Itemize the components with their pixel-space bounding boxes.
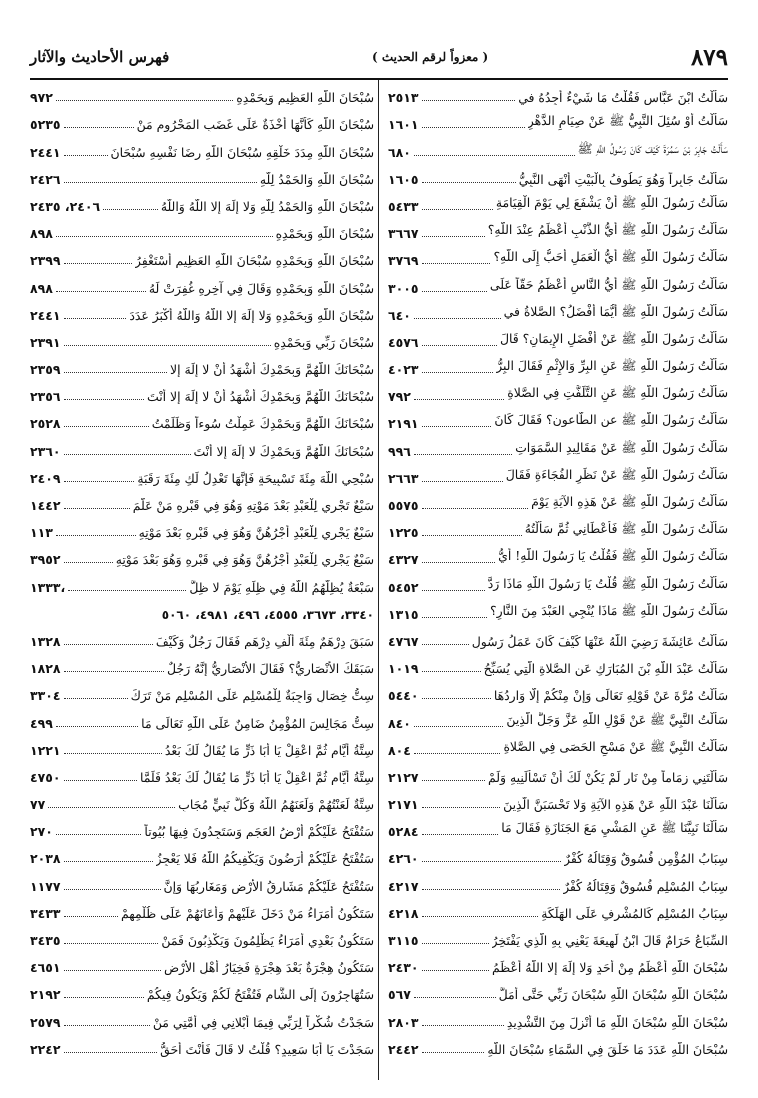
entry-text: سَأَلْتُ النَّبِيَّ ﷺ عَنْ مَسْحِ الحَصَى فِي الصَّلاةِ [503, 738, 728, 754]
entry-text: سَتُفْتَحُ عَلَيْكُمْ أَرَضُونَ وَيَكْفِيكُمُ اللَّهُ فَلا يَعْجِزُ [155, 851, 374, 867]
index-entry [30, 217, 374, 244]
entry-text: سَجَدْتُ شُكْراً لِرَبِّي فِيمَا أَبْلانِي فِي أُمَّتِي مَنْ [152, 1014, 374, 1030]
index-entry [388, 652, 728, 679]
dot-leader [64, 263, 132, 264]
hadith-number: ٢٤٠٦، ٢٤٣٥ [30, 198, 101, 214]
dot-leader [422, 209, 493, 210]
dot-leader [64, 780, 137, 781]
dot-leader [64, 671, 165, 672]
index-entry [388, 462, 728, 489]
index-entry [388, 135, 728, 162]
dot-leader [64, 753, 162, 754]
index-entry [30, 706, 374, 733]
dot-leader [422, 372, 494, 373]
index-entry [30, 761, 374, 788]
hadith-number: ٣٧٦٩ [388, 253, 419, 269]
hadith-number: ٨٠٤ [388, 742, 411, 758]
dot-leader [422, 345, 498, 346]
dot-leader [103, 209, 158, 210]
hadith-number: ٣٦٦٧ [388, 226, 419, 242]
index-entry [388, 353, 728, 380]
entry-text: سِتَّةُ أَيَّامٍ ثُمَّ اعْقِلْ يَا أَبَا ذَرٍّ مَا يُقَالُ لَكَ بَعْدُ فَلَمَّا [139, 769, 374, 785]
index-entry [30, 842, 374, 869]
hadith-number: ٢١٩٢ [30, 987, 61, 1003]
entry-text: سَبَقَ دِرْهَمٌ مِئَةَ أَلْفِ دِرْهَمٍ فَقَالَ رَجُلٌ وَكَيْفَ [155, 633, 374, 649]
entry-text: سَبْعٌ تَجْرِي لِلْعَبْدِ بَعْدَ مَوْتِهِ وَهُوَ فِي قَبْرِهِ مَنْ عَلَّمَ [132, 498, 374, 513]
dot-leader [422, 481, 503, 482]
hadith-number: ٤٧٥٠ [30, 769, 61, 785]
entry-text: سَأَلْتُ جَابِرَ بْنَ سَمُرَةَ كَيْفَ كَانَ رَسُولُ اللَّهِ ﷺ [577, 140, 728, 156]
entry-text: سَأَلْتُ رَسُولَ اللَّهِ ﷺ عَنِ التَّلَفُّتِ فِي الصَّلاةِ [507, 385, 728, 401]
index-entry [30, 978, 374, 1005]
dot-leader [422, 970, 490, 971]
hadith-number: ٣٣٠٤ [30, 688, 61, 704]
index-entry [30, 434, 374, 461]
entry-text: سُبْحَانَ اللَّهِ مِدَدَ خَلْقِهِ سُبْحَانَ اللَّهِ رِضَا نَفْسِهِ سُبْحَانَ [110, 144, 374, 160]
entry-text: سَتَكُونُ بَعْدِي أُمَرَاءُ يَظْلِمُونَ وَيَكْذِبُونَ فَمَنْ [161, 933, 374, 948]
index-entry [388, 543, 728, 570]
entry-text: سَتَكُونُ هِجْرَةٌ بَعْدَ هِجْرَةٍ فَخِيَارُ أَهْلِ الأَرْضِ [164, 960, 374, 976]
hadith-number: ١٢٢١ [30, 742, 61, 758]
hadith-number: ٣٤٣٣ [30, 905, 61, 921]
hadith-number: ٨٩٨ [30, 280, 53, 296]
index-entry [30, 869, 374, 896]
entry-text: سُبْحَانَ اللَّهِ وَبِحَمْدِهِ وَلا إِلَهَ إِلا اللَّهُ وَاللَّهُ أَكْبَرُ عَدَدَ [129, 307, 374, 323]
hadith-number: ٥٤٣٣ [388, 198, 419, 214]
hadith-number: ٤٢١٨ [388, 905, 419, 921]
hadith-number: ٢١٧١ [388, 797, 419, 813]
entry-text: سَأَلْتُ رَسُولَ اللَّهِ ﷺ أَنْ يَشْفَعَ لِي يَوْمَ الْقِيَامَةِ [495, 194, 728, 210]
entry-text: سَأَلْتُ رَسُولَ اللَّهِ ﷺ عَنْ أَفْضَلِ الإِيمَانِ؟ قَالَ [500, 330, 728, 346]
page-header [30, 40, 728, 74]
index-entry [30, 1033, 374, 1060]
index-entry [388, 924, 728, 951]
hadith-number: ٤٢١٧ [388, 878, 419, 894]
index-entry [388, 598, 728, 625]
hadith-number: ٢٤٢٦ [30, 171, 61, 187]
dot-leader [64, 508, 130, 509]
dot-leader [56, 291, 146, 292]
index-entry [30, 108, 374, 135]
entry-text: سَأَلْتُ رَسُولَ اللَّهِ ﷺ قُلْتُ يَا رَسُولَ اللَّهِ مَاذَا رَدَّ [487, 575, 728, 591]
dot-leader [64, 399, 145, 400]
index-entry [30, 1005, 374, 1032]
dot-leader [414, 399, 504, 400]
entry-text: سَأَلْنَا عَبْدَ اللَّهِ عَنْ هَذِهِ الآيَةِ وَلا تَحْسَبَنَّ الَّذِينَ [503, 797, 728, 813]
page-number: ٨٧٩ [690, 43, 728, 71]
index-entry [30, 924, 374, 951]
entry-text: سَأَلْتُ رَسُولَ اللَّهِ ﷺ أَيُّ النَّاسِ أَعْظَمُ حَقّاً عَلَى [489, 276, 728, 292]
hadith-number: ٢٨٠٣ [388, 1014, 419, 1030]
dot-leader [64, 698, 128, 699]
dot-leader [64, 1025, 150, 1026]
index-entry-continuation [30, 598, 374, 625]
entry-text: سُبْحَانَ رَبِّي وَبِحَمْدِهِ [273, 334, 374, 350]
index-entry [30, 271, 374, 298]
entry-text: سَجَدْتَ يَا أَبَا سَعِيدٍ؟ قُلْتُ لا قَالَ فَأَنْتَ أَحَقُّ [160, 1041, 374, 1057]
index-entry [388, 869, 728, 896]
entry-text: سُبْحَانَكَ اللَّهُمَّ وَبِحَمْدِكَ أَشْهَدُ أَنْ لا إِلَهَ إِلا أَنْتَ [147, 389, 374, 405]
dot-leader [422, 834, 499, 835]
dot-leader [422, 182, 516, 183]
index-entry [388, 163, 728, 190]
hadith-number: ٢٣٩٩ [30, 253, 61, 269]
entry-text: سَتُفْتَحُ عَلَيْكُمْ مَشَارِقُ الأَرْضِ وَمَغَارِبُهَا وَإِنَّ [163, 878, 374, 894]
dot-leader [64, 127, 134, 128]
entry-text: سَأَلْتُ رَسُولَ اللَّهِ ﷺ أَيُّ الْعَمَلِ أَحَبُّ إِلَى اللَّهِ؟ [493, 249, 728, 265]
entry-text: سُبْحَانَ اللَّهِ وَالحَمْدُ لِلَّهِ وَلا إِلَهَ إِلا اللَّهُ وَاللَّهُ [160, 198, 374, 214]
hadith-number: ٢٤٠٩ [30, 470, 61, 486]
dot-leader [422, 861, 561, 862]
entry-text: سِتُّ خِصَالٍ وَاجِبَةٌ لِلْمُسْلِمِ عَلَى المُسْلِمِ مَنْ تَرَكَ [130, 688, 374, 704]
entry-text: سَأَلْتُ رَسُولَ اللَّهِ ﷺ عَنِ البِرِّ وَالإِثْمِ فَقَالَ البِرُّ [496, 358, 728, 374]
entry-text: سِبَابُ المُؤْمِنِ فُسُوقٌ وَقِتَالُهُ كُفْرٌ [563, 851, 728, 867]
entry-text: سُبْحَانَكَ اللَّهُمَّ وَبِحَمْدِكَ لا إِلَهَ إِلا أَنْتَ [193, 443, 374, 459]
hadith-number: ١٦٠١ [388, 117, 419, 133]
entry-text: سُبْحَانَ اللَّهِ وَالحَمْدُ لِلَّهِ [259, 171, 374, 187]
entry-text: سَأَلْتُ عَبْدَ اللَّهِ بْنَ المُبَارَكِ عَنِ الصَّلاةِ الَّتِي يُسَبِّحُ [483, 661, 728, 677]
index-entry [388, 951, 728, 978]
page-subtitle: ( معزواً لرقم الحديث ) [371, 50, 489, 64]
entry-text: سُبْحَانَ اللَّهِ وَبِحَمْدِهِ وَقَالَ فِي آخِرِهِ غُفِرَتْ لَهُ [148, 280, 374, 296]
dot-leader [422, 1052, 485, 1053]
index-entry [30, 897, 374, 924]
dot-leader [56, 100, 233, 101]
entry-text: سُبْحَانَ اللَّهِ عَدَدَ مَا خَلَقَ فِي السَّمَاءِ سُبْحَانَ اللَّهِ [487, 1041, 728, 1057]
hadith-number: ٢٤٤١ [30, 307, 61, 323]
index-entry [388, 407, 728, 434]
index-entry [30, 462, 374, 489]
dot-leader [422, 671, 481, 672]
index-entry [388, 326, 728, 353]
index-entry [30, 788, 374, 815]
hadith-number: ٢٦٦٣ [388, 470, 419, 486]
dot-leader [422, 535, 522, 536]
dot-leader [64, 970, 161, 971]
dot-leader [422, 698, 491, 699]
index-entry [388, 244, 728, 271]
index-entry [30, 543, 374, 570]
hadith-number: ٦٨٠ [388, 144, 411, 160]
index-entry [30, 516, 374, 543]
index-entry [388, 271, 728, 298]
hadith-number: ٢٥٢٨ [30, 416, 61, 432]
hadith-number: ١١٣ [30, 525, 53, 541]
entry-text: سَأَلْتُ رَسُولَ اللَّهِ ﷺ عَنْ نَظَرِ الفُجَاءَةِ فَقَالَ [505, 466, 728, 482]
index-entry [388, 516, 728, 543]
hadith-number: ٢١٩١ [388, 416, 419, 432]
index-entry [388, 489, 728, 516]
index-entry [30, 190, 374, 217]
dot-leader [414, 997, 496, 998]
entry-text: سَأَلْتُ النَّبِيَّ ﷺ عَنْ قَوْلِ اللَّهِ عَزَّ وَجَلَّ الَّذِينَ [506, 711, 728, 727]
hadith-number: ٢٠٣٨ [30, 851, 61, 867]
dot-leader [414, 155, 575, 156]
dot-leader [414, 726, 504, 727]
index-entry [30, 353, 374, 380]
index-entry [388, 978, 728, 1005]
hadith-number: ٣٠٠٥ [388, 280, 419, 296]
entry-text: سَأَلْتُ رَسُولَ اللَّهِ ﷺ عَنْ مَقَالِيدِ السَّمَوَاتِ [515, 439, 728, 455]
index-entry [388, 299, 728, 326]
hadith-number: ،١٣٣٣ [30, 579, 66, 595]
hadith-number: ٨٩٨ [30, 226, 53, 242]
entry-text: سَبْعٌ يَجْرِي لِلْعَبْدِ أَجْرُهُنَّ وَهُوَ فِي قَبْرِهِ وَهُوَ بَعْدَ مَوْتِهِ [115, 552, 374, 568]
hadith-number: ٣٩٥٢ [30, 552, 61, 568]
dot-leader [64, 562, 113, 563]
hadith-number: ٢١٢٧ [388, 769, 419, 785]
entry-text: سَتَكُونُ أُمَرَاءُ مَنْ دَخَلَ عَلَيْهِمْ وَأَعَانَهُمْ عَلَى ظُلْمِهِمْ [121, 905, 374, 921]
index-entry [30, 625, 374, 652]
entry-text: سُبْحَانَ اللَّهِ وَبِحَمْدِهِ سُبْحَانَ اللَّهِ العَظِيمِ أَسْتَغْفِرُ [134, 253, 374, 269]
dot-leader [56, 726, 138, 727]
hadith-number: ١٨٢٨ [30, 661, 61, 677]
dot-leader [422, 590, 485, 591]
index-entry [30, 815, 374, 842]
index-entry [388, 788, 728, 815]
index-entry [30, 489, 374, 516]
entry-text: سَبَقَكَ الأَنْصَارِيُّ؟ فَقَالَ الأَنْصَارِيُّ إِنَّهُ رَجُلٌ [167, 661, 374, 677]
index-entry [388, 190, 728, 217]
entry-text: سَبْعٌ يَجْرِي لِلْعَبْدِ أَجْرُهُنَّ وَهُوَ فِي قَبْرِهِ بَعْدَ مَوْتِهِ [138, 525, 374, 541]
dot-leader [64, 943, 159, 944]
dot-leader [64, 318, 127, 319]
hadith-number: ٢٤٣٠ [388, 960, 419, 976]
index-entry [30, 244, 374, 271]
dot-leader [68, 590, 186, 591]
dot-leader [64, 916, 119, 917]
hadith-number: ١٤٤٢ [30, 498, 61, 513]
entry-text: سُبْحَانَ اللَّهِ العَظِيمِ وَبِحَمْدِهِ [236, 90, 374, 106]
hadith-number: ٢٥٧٩ [30, 1014, 61, 1030]
dot-leader [414, 753, 501, 754]
hadith-number: ٤٧٦٧ [388, 633, 419, 649]
hadith-number: ٣٤٣٥ [30, 933, 61, 948]
right-column [388, 81, 728, 1060]
entry-text: سَأَلْتُ رَسُولَ اللَّهِ ﷺ عن الطَّاعون؟ فَقَالَ كَانَ [494, 412, 728, 428]
dot-leader [64, 644, 153, 645]
entry-text: سُبْحَانَكَ اللَّهُمَّ وَبِحَمْدِكَ أَشْهَدُ أَنْ لا إِلَهَ إِلا [170, 362, 374, 378]
hadith-number: ٤٢٦٠ [388, 851, 419, 867]
dot-leader [56, 236, 273, 237]
entry-text: سُبْحِي اللَّهَ مِئَةَ تَسْبِيحَةٍ فَإِنَّهَا تَعْدِلُ لَكِ مِئَةَ رَقَبَةٍ [137, 470, 374, 486]
hadith-number: ٢٣٩١ [30, 334, 61, 350]
dot-leader [64, 481, 135, 482]
index-entry [388, 679, 728, 706]
dot-leader [56, 834, 142, 835]
index-entry [30, 163, 374, 190]
hadith-number: ٢٣٦٠ [30, 443, 61, 459]
entry-text: سَتُهَاجِرُونَ إِلَى الشَّامِ فَتُفْتَحُ لَكُمْ وَيَكُونُ فِيكُمْ [146, 987, 374, 1003]
index-entry [388, 761, 728, 788]
dot-leader [422, 426, 492, 427]
entry-text: السِّبَاعُ حَرَامٌ قَالَ ابْنُ لَهِيعَةَ يَعْنِي بِهِ الَّذِي يَفْتَخِرُ [491, 933, 728, 948]
entry-text: سَأَلْتُ رَسُولَ اللَّهِ ﷺ عَنْ هَذِهِ الآيَةِ يَوْمَ [531, 494, 728, 509]
index-entry [388, 734, 728, 761]
dot-leader [64, 372, 168, 373]
hadith-number: ٣١١٥ [388, 933, 419, 948]
dot-leader [422, 508, 529, 509]
index-entry [388, 842, 728, 869]
index-entry [30, 407, 374, 434]
entry-text: سُبْحَانَ اللَّهِ كَأَنَّهَا أَخْذَةٌ عَلَى غَضَبِ المَحْرُومِ مَنْ [136, 117, 374, 133]
entry-text: سِتَّةُ أَيَّامٍ ثُمَّ اعْقِلْ يَا أَبَا ذَرٍّ مَا يُقَالُ لَكَ بَعْدُ [164, 742, 374, 758]
hadith-number: ٢٤٤٢ [388, 1041, 419, 1057]
left-column [30, 81, 374, 1060]
dot-leader [422, 889, 561, 890]
index-entry [388, 625, 728, 652]
dot-leader [422, 780, 486, 781]
dot-leader [64, 997, 144, 998]
index-entry [388, 1005, 728, 1032]
hadith-number: ٨٤٠ [388, 715, 411, 731]
hadith-number: ٥٤٤٠ [388, 688, 419, 704]
hadith-number: ٢٤٤١ [30, 144, 61, 160]
entry-text: سِتُّ مَجَالِسَ المُؤْمِنُ ضَامِنٌ عَلَى اللَّهِ تَعَالَى مَا [141, 715, 374, 731]
hadith-number: ٢٣٥٩ [30, 362, 61, 378]
entry-text: سِبَابُ المُسْلِمِ فُسُوقٌ وَقِتَالُهُ كُفْرٌ [563, 878, 728, 894]
hadith-number: ٤٣٢٧ [388, 552, 419, 568]
hadith-number: ١٢٢٥ [388, 525, 419, 541]
hadith-number: ٥٢٣٥ [30, 117, 61, 133]
index-entry [388, 897, 728, 924]
index-entry [388, 1033, 728, 1060]
entry-text: سَأَلْنَا نَبِيَّنَا ﷺ عَنِ المَشْيِ مَعَ الجَنَازَةِ فَقَالَ مَا [501, 820, 728, 836]
column-divider [378, 80, 379, 1080]
hadith-number: ١٣١٥ [388, 606, 419, 622]
dot-leader [422, 807, 501, 808]
entry-text: سَبْعَةٌ يُظِلُّهُمُ اللَّهُ فِي ظِلِّهِ يَوْمَ لا ظِلَّ [189, 579, 374, 595]
hadith-number: ٧٩٢ [388, 389, 411, 405]
entry-text: سِتَّةٌ لَعَنْتُهُمْ وَلَعَنَهُمُ اللَّهُ وَكُلُّ نَبِيٍّ مُجَابٍ [178, 797, 374, 813]
hadith-number: ٤٦٥١ [30, 960, 61, 976]
hadith-number: ٢٧٠ [30, 824, 53, 840]
hadith-number: ٩٩٦ [388, 443, 411, 459]
hadith-number: ٤٩٩ [30, 715, 53, 731]
index-entry [388, 108, 728, 135]
index-entry [30, 734, 374, 761]
hadith-number: ١٦٠٥ [388, 171, 419, 187]
index-entry [30, 380, 374, 407]
dot-leader [422, 562, 496, 563]
dot-leader [422, 644, 469, 645]
index-entry [388, 570, 728, 597]
dot-leader [422, 943, 489, 944]
dot-leader [422, 916, 539, 917]
entry-text: سَأَلْتُ عَائِشَةَ رَضِيَ اللَّهُ عَنْهَا كَيْفَ كَانَ عَمَلُ رَسُولِ [471, 633, 728, 649]
hadith-number: ٥٤٥٢ [388, 579, 419, 595]
entry-text: سَأَلْتُ رَسُولَ اللَّهِ ﷺ مَاذَا يُنْجِي العَبْدَ مِنَ النَّارِ؟ [490, 602, 728, 618]
dot-leader [48, 807, 175, 808]
index-entry [30, 135, 374, 162]
index-entry [30, 299, 374, 326]
dot-leader [414, 318, 501, 319]
entry-text: سَأَلْتُ رَسُولَ اللَّهِ ﷺ أَيُّ الذَّنْبِ أَعْظَمُ عِنْدَ اللَّهِ؟ [487, 222, 728, 238]
hadith-number: ٢٣٥٦ [30, 389, 61, 405]
entry-text: سَأَلْتُ رَسُولَ اللَّهِ ﷺ فَقُلْتُ يَا رَسُولَ اللَّهِ! أَيُّ [498, 548, 728, 564]
entry-text: سِبَابُ المُسْلِمِ كَالمُشْرِفِ عَلَى الهَلَكَةِ [541, 905, 728, 921]
dot-leader [422, 291, 487, 292]
dot-leader [422, 617, 487, 618]
dot-leader [64, 454, 191, 455]
dot-leader [56, 535, 136, 536]
dot-leader [422, 263, 491, 264]
hadith-number: ٧٧ [30, 797, 46, 813]
index-entry [30, 326, 374, 353]
dot-leader [64, 1052, 158, 1053]
entry-text: سَأَلْتُ أَوْ سُئِلَ النَّبِيُّ ﷺ عَنْ صِيَامِ الدَّهْرِ [527, 113, 728, 129]
entry-text: سَأَلْتُ جَابِراً وَهُوَ يَطُوفُ بِالْبَيْتِ أَنْهَى النَّبِيُّ [518, 171, 728, 187]
hadith-number: ٩٧٢ [30, 90, 53, 106]
hadith-number: ٢٢٤٢ [30, 1041, 61, 1057]
dot-leader [64, 155, 108, 156]
hadith-number: ٦٤٠ [388, 307, 411, 323]
entry-text: سَأَلْتُ مُرَّةَ عَنْ قَوْلِهِ تَعَالَى وَإِنْ مِنْكُمْ إِلَّا وَارِدُهَا [493, 688, 728, 704]
dot-leader [64, 182, 257, 183]
hadith-number: ٥٦٧ [388, 987, 411, 1003]
entry-text: سَأَلْتُ ابْنَ عَبَّاسٍ فَقُلْتُ مَا شَيْءٌ أَجِدُهُ في [518, 90, 728, 106]
entry-text: سَتُفْتَحُ عَلَيْكُمْ أَرْضُ العَجَمِ وَسَتَجِدُونَ فِيهَا بُيُوتاً [144, 824, 374, 840]
index-entry [388, 815, 728, 842]
dot-leader [422, 127, 525, 128]
index-entry [388, 380, 728, 407]
index-entry [388, 706, 728, 733]
hadith-number: ١١٧٧ [30, 878, 61, 894]
hadith-number: ١٣٢٨ [30, 633, 61, 649]
entry-text: سَأَلْتُ رَسُولَ اللَّهِ ﷺ أَيُّمَا أَفْضَلُ؟ الصَّلاةُ في [503, 303, 728, 319]
index-entry [30, 81, 374, 108]
hadith-number: ٤٠٢٣ [388, 362, 419, 378]
hadith-number: ١٠١٩ [388, 661, 419, 677]
index-entry [388, 434, 728, 461]
entry-text: سُبْحَانَكَ اللَّهُمَّ وَبِحَمْدِكَ عَمِلْتُ سُوءاً وَظَلَمْتُ [151, 416, 374, 432]
hadith-number: ٢٥١٣ [388, 90, 419, 106]
header-rule [30, 78, 728, 80]
entry-text: سَأَلْتُ رَسُولَ اللَّهِ ﷺ فَأَعْطَانِي ثُمَّ سَأَلْتُهُ [524, 521, 728, 537]
hadith-number: ٥٥٧٥ [388, 498, 419, 513]
dot-leader [64, 345, 271, 346]
hadith-number: ٣٣٤٠، ٣٦٧٣، ٤٥٥٥، ٤٩٦، ٤٩٨١، ٥٠٦٠ [161, 607, 374, 622]
entry-text: سُبْحَانَ اللَّهِ سُبْحَانَ اللَّهِ مَا أُنْزِلَ مِنَ التَّشْدِيدِ [506, 1014, 728, 1030]
hadith-number: ٥٢٨٤ [388, 824, 419, 840]
dot-leader [414, 454, 512, 455]
dot-leader [422, 1025, 504, 1026]
index-entry [388, 217, 728, 244]
index-entry [30, 570, 374, 597]
dot-leader [422, 236, 485, 237]
dot-leader [64, 889, 161, 890]
index-entry [30, 679, 374, 706]
hadith-number: ٤٥٧٦ [388, 334, 419, 350]
index-entry [30, 652, 374, 679]
index-entry [30, 951, 374, 978]
index-entry [388, 81, 728, 108]
dot-leader [422, 100, 516, 101]
entry-text: سُبْحَانَ اللَّهِ أَعْظَمُ مِنْ أَحَدٍ وَلا إِلَهَ إِلا اللَّهُ أَعْظَمُ [492, 960, 728, 976]
dot-leader [64, 861, 153, 862]
entry-text: سُبْحَانَ اللَّهِ وَبِحَمْدِهِ [275, 226, 374, 242]
entry-text: سَأَلْتَنِي زِمَاماً مِنْ نَارٍ لَمْ يَكُنْ لَكَ أَنْ تَسْأَلَنِيهِ وَلَمْ [488, 769, 728, 785]
index-title: فهرس الأحاديث والآثار [30, 48, 170, 66]
dot-leader [64, 426, 149, 427]
entry-text: سُبْحَانَ اللَّهِ سُبْحَانَ اللَّهِ سُبْحَانَ رَبِّي حَتَّى أَمَلَّ [498, 987, 728, 1003]
